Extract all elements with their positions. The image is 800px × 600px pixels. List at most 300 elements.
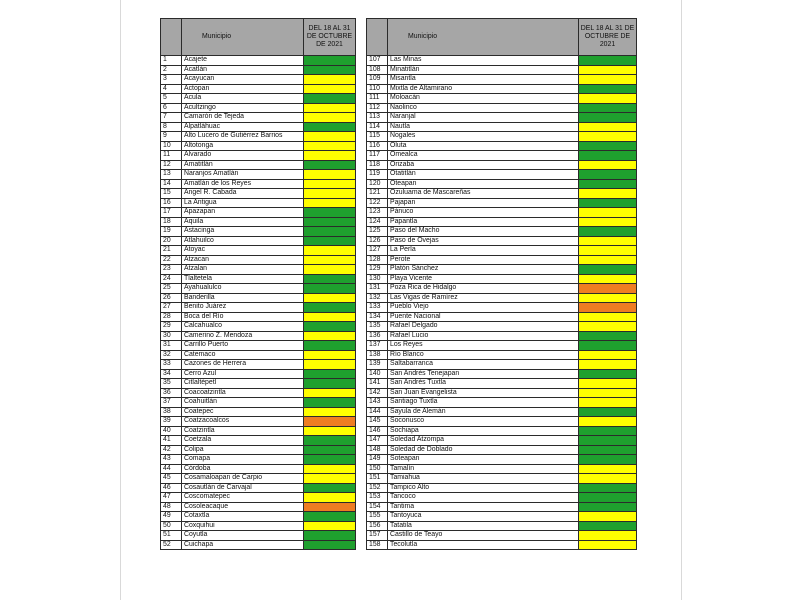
municipality-name: Tancoco [388, 493, 579, 503]
row-number: 129 [367, 265, 388, 275]
status-color-cell [579, 502, 637, 512]
municipality-name: La Antigua [182, 198, 304, 208]
row-number: 16 [161, 198, 182, 208]
status-color-cell [579, 540, 637, 550]
row-number: 9 [161, 132, 182, 142]
left-table-body [161, 56, 356, 550]
table-row [367, 426, 637, 436]
status-color-cell [304, 369, 356, 379]
table-row [161, 388, 356, 398]
municipality-name: Cuichapa [182, 540, 304, 550]
row-number: 114 [367, 122, 388, 132]
row-number: 122 [367, 198, 388, 208]
municipality-name: Tamiahua [388, 474, 579, 484]
municipality-name: Altotonga [182, 141, 304, 151]
row-number: 31 [161, 341, 182, 351]
row-number: 1 [161, 56, 182, 66]
status-color-cell [579, 369, 637, 379]
table-row [367, 303, 637, 313]
table-row [161, 84, 356, 94]
row-number: 42 [161, 445, 182, 455]
municipality-name: Amatlán de los Reyes [182, 179, 304, 189]
table-row [161, 350, 356, 360]
status-color-cell [304, 540, 356, 550]
status-color-cell [304, 502, 356, 512]
row-number: 12 [161, 160, 182, 170]
municipality-name: Coahuitlán [182, 398, 304, 408]
municipality-name: Paso del Macho [388, 227, 579, 237]
row-number: 47 [161, 493, 182, 503]
municipality-name: Castillo de Teayo [388, 531, 579, 541]
status-color-cell [579, 65, 637, 75]
table-row [367, 65, 637, 75]
table-row [161, 75, 356, 85]
status-color-cell [579, 293, 637, 303]
municipality-name: Coatepec [182, 407, 304, 417]
municipality-name: Pajapan [388, 198, 579, 208]
table-row [367, 274, 637, 284]
row-number: 19 [161, 227, 182, 237]
row-number: 4 [161, 84, 182, 94]
status-color-cell [579, 407, 637, 417]
table-row [161, 341, 356, 351]
status-color-cell [579, 274, 637, 284]
row-number: 22 [161, 255, 182, 265]
table-row [367, 398, 637, 408]
municipality-name: Atzacan [182, 255, 304, 265]
municipality-name: Naranjos Amatlán [182, 170, 304, 180]
municipality-name: Tantima [388, 502, 579, 512]
municipality-name: Saltabarranca [388, 360, 579, 370]
status-color-cell [579, 170, 637, 180]
table-row [367, 227, 637, 237]
row-number: 131 [367, 284, 388, 294]
status-color-cell [304, 94, 356, 104]
status-color-cell [304, 84, 356, 94]
table-row [161, 113, 356, 123]
municipality-name: Boca del Río [182, 312, 304, 322]
municipality-name: Puente Nacional [388, 312, 579, 322]
status-color-cell [304, 170, 356, 180]
table-row [367, 170, 637, 180]
table-row [367, 94, 637, 104]
table-row [367, 445, 637, 455]
status-color-cell [579, 113, 637, 123]
municipality-name: Camarón de Tejeda [182, 113, 304, 123]
row-number: 152 [367, 483, 388, 493]
status-color-cell [304, 265, 356, 275]
municipality-name: Omealca [388, 151, 579, 161]
row-number: 30 [161, 331, 182, 341]
table-row [367, 56, 637, 66]
status-color-cell [579, 521, 637, 531]
row-number: 10 [161, 141, 182, 151]
status-color-cell [579, 151, 637, 161]
municipality-name: Aquila [182, 217, 304, 227]
status-color-cell [304, 274, 356, 284]
row-number: 35 [161, 379, 182, 389]
municipality-name: Perote [388, 255, 579, 265]
table-row [367, 189, 637, 199]
status-color-cell [304, 208, 356, 218]
table-row [367, 341, 637, 351]
table-row [367, 141, 637, 151]
row-number: 147 [367, 436, 388, 446]
status-color-cell [304, 512, 356, 522]
status-color-cell [579, 103, 637, 113]
table-row [161, 531, 356, 541]
municipality-name: Ozuluama de Mascareñas [388, 189, 579, 199]
row-number: 36 [161, 388, 182, 398]
table-row [367, 198, 637, 208]
row-number: 23 [161, 265, 182, 275]
table-row [367, 388, 637, 398]
row-number: 49 [161, 512, 182, 522]
municipality-name: Sochiapa [388, 426, 579, 436]
row-number: 37 [161, 398, 182, 408]
municipality-name: Los Reyes [388, 341, 579, 351]
table-row [161, 540, 356, 550]
municipality-name: Tatatila [388, 521, 579, 531]
table-row [367, 379, 637, 389]
table-row [161, 122, 356, 132]
table-header-row [367, 19, 637, 56]
municipality-name: Colipa [182, 445, 304, 455]
status-color-cell [579, 217, 637, 227]
status-color-cell [304, 122, 356, 132]
table-row [161, 255, 356, 265]
table-row [161, 217, 356, 227]
municipality-name: Atzalan [182, 265, 304, 275]
municipality-name: Pánuco [388, 208, 579, 218]
municipality-name: Cotaxtla [182, 512, 304, 522]
municipality-name: Tampico Alto [388, 483, 579, 493]
status-color-cell [304, 331, 356, 341]
status-color-cell [304, 350, 356, 360]
row-number: 134 [367, 312, 388, 322]
status-color-cell [579, 179, 637, 189]
municipality-name: Apazapan [182, 208, 304, 218]
status-color-cell [304, 388, 356, 398]
table-row [367, 246, 637, 256]
table-row [161, 94, 356, 104]
table-row [161, 274, 356, 284]
table-row [161, 502, 356, 512]
row-number: 124 [367, 217, 388, 227]
table-row [367, 113, 637, 123]
row-number: 148 [367, 445, 388, 455]
row-number: 40 [161, 426, 182, 436]
row-number: 33 [161, 360, 182, 370]
row-number: 28 [161, 312, 182, 322]
municipality-name: Alto Lucero de Gutiérrez Barrios [182, 132, 304, 142]
row-number: 108 [367, 65, 388, 75]
row-number: 116 [367, 141, 388, 151]
table-row [161, 426, 356, 436]
municipality-name: Benito Juárez [182, 303, 304, 313]
table-row [161, 455, 356, 465]
table-row [367, 350, 637, 360]
row-number: 133 [367, 303, 388, 313]
table-row [161, 331, 356, 341]
table-row [367, 483, 637, 493]
status-color-cell [304, 217, 356, 227]
row-number: 110 [367, 84, 388, 94]
municipality-name: Banderilla [182, 293, 304, 303]
row-number: 130 [367, 274, 388, 284]
table-row [161, 464, 356, 474]
status-color-cell [579, 341, 637, 351]
table-row [367, 455, 637, 465]
row-number: 149 [367, 455, 388, 465]
row-number: 139 [367, 360, 388, 370]
row-number: 24 [161, 274, 182, 284]
municipality-name: Coetzala [182, 436, 304, 446]
municipality-name: Acayucan [182, 75, 304, 85]
municipality-name: Nogales [388, 132, 579, 142]
status-color-cell [304, 493, 356, 503]
status-color-cell [304, 198, 356, 208]
row-number: 153 [367, 493, 388, 503]
status-color-cell [579, 417, 637, 427]
status-color-cell [579, 303, 637, 313]
municipality-name: San Juan Evangelista [388, 388, 579, 398]
row-number: 111 [367, 94, 388, 104]
status-color-cell [579, 160, 637, 170]
row-number: 45 [161, 474, 182, 484]
row-number: 38 [161, 407, 182, 417]
status-color-cell [304, 521, 356, 531]
municipality-name: Cosautlán de Carvajal [182, 483, 304, 493]
row-number: 157 [367, 531, 388, 541]
status-color-cell [304, 417, 356, 427]
row-number: 154 [367, 502, 388, 512]
row-number: 141 [367, 379, 388, 389]
municipality-name: Cerro Azul [182, 369, 304, 379]
row-number: 123 [367, 208, 388, 218]
municipality-name: Carrillo Puerto [182, 341, 304, 351]
municipality-name: Acajete [182, 56, 304, 66]
table-row [367, 474, 637, 484]
row-number: 25 [161, 284, 182, 294]
table-row [161, 312, 356, 322]
municipality-name: San Andrés Tenejapan [388, 369, 579, 379]
municipality-name: Misantla [388, 75, 579, 85]
municipality-name: Minatitlán [388, 65, 579, 75]
table-row [367, 75, 637, 85]
row-number: 44 [161, 464, 182, 474]
table-row [367, 160, 637, 170]
table-row [367, 208, 637, 218]
municipality-name: Ángel R. Cabada [182, 189, 304, 199]
row-number: 136 [367, 331, 388, 341]
table-row [367, 265, 637, 275]
status-color-cell [579, 246, 637, 256]
row-number: 15 [161, 189, 182, 199]
row-number: 146 [367, 426, 388, 436]
row-number: 21 [161, 246, 182, 256]
table-row [161, 407, 356, 417]
municipality-name: Orizaba [388, 160, 579, 170]
row-number: 115 [367, 132, 388, 142]
row-number: 143 [367, 398, 388, 408]
table-row [161, 56, 356, 66]
municipality-name: Astacinga [182, 227, 304, 237]
table-row [367, 464, 637, 474]
table-row [161, 360, 356, 370]
municipality-name: Cosamaloapan de Carpio [182, 474, 304, 484]
row-number: 2 [161, 65, 182, 75]
table-row [161, 179, 356, 189]
status-color-cell [304, 189, 356, 199]
table-row [161, 284, 356, 294]
municipality-name: Acula [182, 94, 304, 104]
table-row [367, 369, 637, 379]
municipality-name: Las Vigas de Ramírez [388, 293, 579, 303]
status-color-cell [579, 474, 637, 484]
municipality-name: Cazones de Herrera [182, 360, 304, 370]
municipality-name: Naranjal [388, 113, 579, 123]
row-number: 138 [367, 350, 388, 360]
status-color-cell [579, 464, 637, 474]
status-color-cell [304, 436, 356, 446]
table-row [367, 502, 637, 512]
row-number: 150 [367, 464, 388, 474]
row-number: 107 [367, 56, 388, 66]
table-row [161, 483, 356, 493]
municipality-name: Tlaltetela [182, 274, 304, 284]
municipality-name: Soteapan [388, 455, 579, 465]
status-color-cell [304, 455, 356, 465]
table-row [161, 141, 356, 151]
status-color-cell [304, 445, 356, 455]
municipality-name: Rafael Delgado [388, 322, 579, 332]
table-row [161, 398, 356, 408]
municipality-table-left [160, 18, 356, 550]
status-color-cell [579, 445, 637, 455]
municipality-name: Calcahualco [182, 322, 304, 332]
table-row [161, 521, 356, 531]
status-color-cell [304, 303, 356, 313]
row-number: 120 [367, 179, 388, 189]
municipality-name: Catemaco [182, 350, 304, 360]
status-color-cell [304, 179, 356, 189]
municipality-name: Tantoyuca [388, 512, 579, 522]
table-row [161, 246, 356, 256]
status-color-cell [579, 426, 637, 436]
status-color-cell [304, 379, 356, 389]
row-number: 145 [367, 417, 388, 427]
row-number: 126 [367, 236, 388, 246]
status-color-cell [579, 388, 637, 398]
table-row [161, 103, 356, 113]
municipality-name: Coacoatzintla [182, 388, 304, 398]
row-number: 48 [161, 502, 182, 512]
status-color-cell [579, 322, 637, 332]
status-color-cell [579, 198, 637, 208]
table-row [367, 360, 637, 370]
table-row [161, 198, 356, 208]
row-number: 118 [367, 160, 388, 170]
status-color-cell [304, 531, 356, 541]
status-color-cell [579, 483, 637, 493]
table-row [161, 445, 356, 455]
municipality-name: Córdoba [182, 464, 304, 474]
status-color-cell [579, 350, 637, 360]
row-number: 7 [161, 113, 182, 123]
status-color-cell [304, 151, 356, 161]
row-number: 137 [367, 341, 388, 351]
municipality-name: Sayula de Alemán [388, 407, 579, 417]
status-color-cell [304, 360, 356, 370]
row-number: 113 [367, 113, 388, 123]
municipality-name: Acatlán [182, 65, 304, 75]
table-row [161, 369, 356, 379]
row-number: 43 [161, 455, 182, 465]
row-number: 3 [161, 75, 182, 85]
table-row [161, 417, 356, 427]
municipality-name: Cosoleacaque [182, 502, 304, 512]
status-color-cell [579, 189, 637, 199]
table-row [367, 417, 637, 427]
status-color-cell [304, 246, 356, 256]
status-color-cell [304, 341, 356, 351]
row-number: 5 [161, 94, 182, 104]
table-row [367, 151, 637, 161]
municipality-name: Río Blanco [388, 350, 579, 360]
status-color-cell [304, 426, 356, 436]
status-color-cell [579, 227, 637, 237]
municipio-header: Municipio [182, 19, 304, 56]
municipality-name: La Perla [388, 246, 579, 256]
table-row [367, 122, 637, 132]
row-number: 140 [367, 369, 388, 379]
period-header: DEL 18 AL 31 DE OCTUBRE DE 2021 [579, 19, 637, 56]
table-row [161, 65, 356, 75]
table-row [367, 331, 637, 341]
status-color-cell [304, 293, 356, 303]
row-number: 32 [161, 350, 182, 360]
municipality-name: Otatitlán [388, 170, 579, 180]
row-number: 121 [367, 189, 388, 199]
row-number: 51 [161, 531, 182, 541]
table-row [161, 151, 356, 161]
status-color-cell [579, 265, 637, 275]
row-number: 144 [367, 407, 388, 417]
row-number: 6 [161, 103, 182, 113]
table-row [367, 512, 637, 522]
status-color-cell [304, 322, 356, 332]
row-number: 13 [161, 170, 182, 180]
table-row [367, 493, 637, 503]
table-row [161, 512, 356, 522]
municipality-name: Poza Rica de Hidalgo [388, 284, 579, 294]
right-table-body [367, 56, 637, 550]
table-row [161, 303, 356, 313]
status-color-cell [579, 312, 637, 322]
municipality-name: Coscomatepec [182, 493, 304, 503]
row-number: 14 [161, 179, 182, 189]
table-row [161, 436, 356, 446]
status-color-cell [579, 208, 637, 218]
municipality-name: Coxquihui [182, 521, 304, 531]
municipality-name: Mixtla de Altamirano [388, 84, 579, 94]
status-color-cell [579, 398, 637, 408]
municipality-name: Oteapan [388, 179, 579, 189]
municipality-name: Soledad de Doblado [388, 445, 579, 455]
status-color-cell [579, 531, 637, 541]
row-number: 117 [367, 151, 388, 161]
